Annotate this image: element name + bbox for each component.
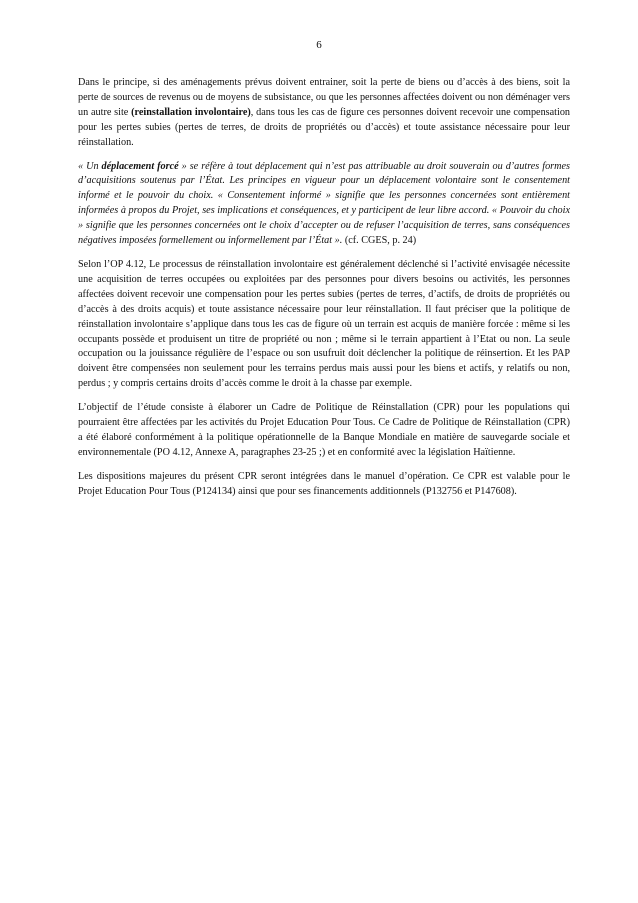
quote-reference: (cf. CGES, p. 24) — [342, 235, 417, 247]
paragraph-1-text-b: , dans tous les cas de figure ces personnes doivent recevoir une compensation pour les pertes subies (pertes de terres, de droits de propriétés ou d’accès) et toute assistance nécessaire pour leur réinstallation. — [78, 106, 571, 148]
quote-open: « Un — [78, 160, 102, 172]
paragraph-op-412: Selon l’OP 4.12, Le processus de réinstallation involontaire est généralement déclenché si l’activité envisagée nécessite une acquisition de terres occupées ou exploitées par des personnes pour divers besoins ou activités, les personnes affectées doivent recevoir une compensation pour les pertes subies (pertes de terres, d’actifs, de droits de propriétés ou d’accès à des droits acquis) et toute assistance nécessaire pour leur réinstallation. Il faut préciser que la politique de réinstallation involontaire s’applique dans tous les cas de figure où un terrain est acquis de manière forcée : même si les occupants possède et produisent un titre de propriété ou non ; même si le terrain appartient à l’Etat ou non. La seule occupation ou la jouissance régulière de l’espace ou son usufruit doit déclencher la politique de réinsertion. Et les PAP doivent être compensées non seulement pour les terrains perdus mais aussi pour les biens et actifs, y relatifs ou non, perdus ; y compris certains droits d’accès comme le droit à la chasse par exemple. — [78, 258, 570, 390]
paragraph-forced-displacement-definition — [78, 160, 570, 249]
body-text — [78, 76, 570, 509]
page-number: 6 — [316, 39, 322, 51]
paragraph-1-text-a: Dans le principe, si des aménagements prévus doivent entrainer, soit la perte de biens ou d’accès à des biens, soit la perte de sources de revenus ou de moyens de subsistance, ou que les personnes affectées doivent ou non déménager vers un autre site — [78, 77, 570, 118]
paragraph-cpr-dispositions: Les dispositions majeures du présent CPR seront intégrées dans le manuel d’opération. Ce CPR est valable pour le Projet Education Pour Tous (P124134) ainsi que pour ses financements additionnels (P132756 et P147608). — [78, 470, 570, 497]
quote-body: » se réfère à tout déplacement qui n’est pas attribuable au droit souverain ou d’autres formes d’acquisitions soutenus par l’État. Les principes en vigueur pour un déplacement volontaire sont le consentement informé et le pouvoir du choix. « Consentement informé » signifie que les personnes concernées sont entièrement informées à propos du Projet, ses implications et conséquences, et y participent de leur libre accord. « Pouvoir du choix » signifie que les personnes concernées ont le choix d’accepter ou de refuser l’acquisition de terres, sans conséquences négatives imposées formellement ou informellement par l’État ». — [78, 160, 570, 247]
paragraph-reinstallation-principle — [78, 76, 570, 151]
deplacement-force-term: déplacement forcé — [101, 160, 179, 172]
paragraph-study-objective: L’objectif de l’étude consiste à élaborer un Cadre de Politique de Réinstallation (CPR) pour les populations qui pourraient être affectées par les activités du Projet Education Pour Tous. Ce Cadre de Politique de Réinstallation (CPR) a été élaboré conformément à la politique opérationnelle de la Banque Mondiale en matière de sauvegarde sociale et environnementale (PO 4.12, Annexe A, paragraphes 23-25 ;) et en conformité avec la législation Haïtienne. — [78, 402, 570, 458]
reinstallation-involontaire-term: (reinstallation involontaire) — [131, 106, 251, 118]
